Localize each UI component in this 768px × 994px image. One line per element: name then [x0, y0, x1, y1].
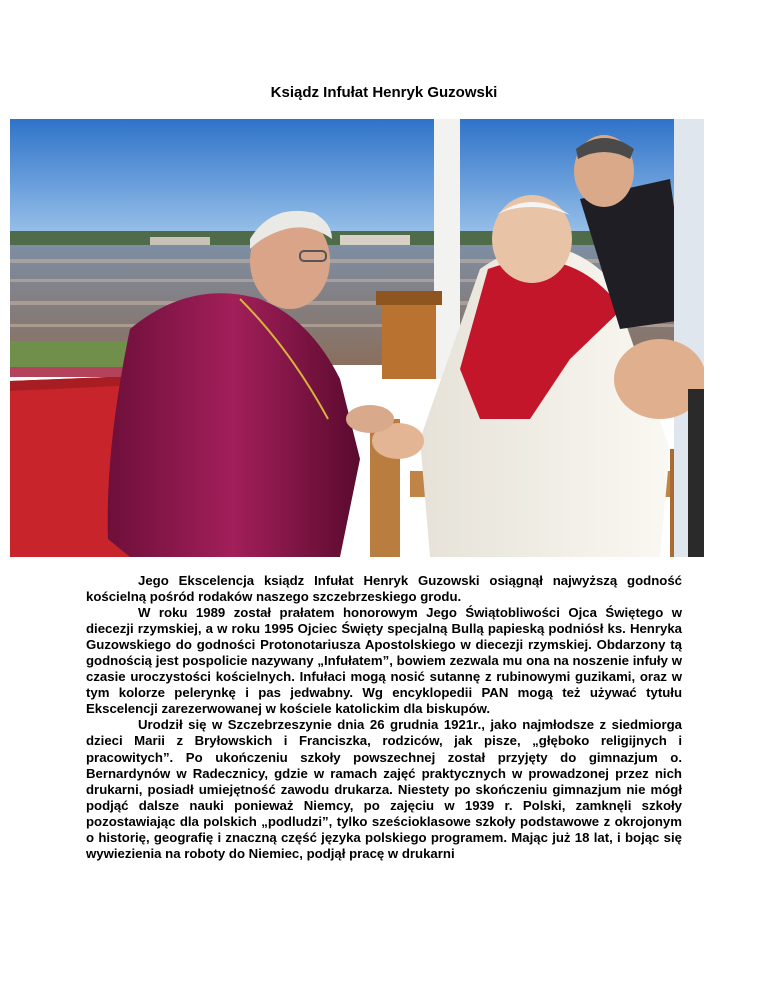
paragraph-2: W roku 1989 został prałatem honorowym Jego Świątobliwości Ojca Świętego w diecezji rzymskiej, a w roku 1995 Ojciec Święty specjalną Bullą papieską podniósł ks. Henryka Guzowskiego do godności Protonotariusza Apostolskiego w diecezji rzymskiej. Obdarzony tą godnością jest pospolicie nazywany „Infułatem”, bowiem zezwala mu ona na noszenie infuły w czasie uroczystości kościelnych. Infułaci mogą nosić sutannę z rubinowymi guzikami, oraz w tym kolorze pelerynkę i pas jedwabny. Wg encyklopedii PAN mogą też używać tytułu Ekscelencji zarezerwowanej w kościele katolickim dla biskupów.	[86, 605, 682, 717]
paragraph-3: Urodził się w Szczebrzeszynie dnia 26 grudnia 1921r., jako najmłodsze z siedmiorga dzieci Marii z Bryłowskich i Franciszka, rodziców, jak pisze, „głęboko religijnych i pracowitych”. Po ukończeniu szkoły powszechnej został przyjęty do gimnazjum o. Bernardynów w Radecznicy, gdzie w ramach zajęć praktycznych w prowadzonej przez nich drukarni, posiadł umiejętność zawodu drukarza. Niestety po skończeniu gimnazjum nie mógł podjąć dalsze nauki ponieważ Niemcy, po zajęciu w 1939 r. Polski, zamknęli szkoły pozostawiając dla polskich „podludzi”, tylko sześcioklasowe szkoły podstawowe z okrojonym o historię, geografię i znaczną część języka polskiego programem. Mając już 18 lat, i bojąc się wywiezienia na roboty do Niemiec, podjął pracę w drukarni	[86, 717, 682, 861]
paragraph-1: Jego Ekscelencja ksiądz Infułat Henryk Guzowski osiągnął najwyższą godność kościelną pośród rodaków naszego szczebrzeskiego grodu.	[86, 573, 682, 605]
article-body	[86, 573, 682, 862]
page-title: Ksiądz Infułat Henryk Guzowski	[270, 84, 498, 101]
photo-pope-and-priest	[10, 119, 704, 557]
